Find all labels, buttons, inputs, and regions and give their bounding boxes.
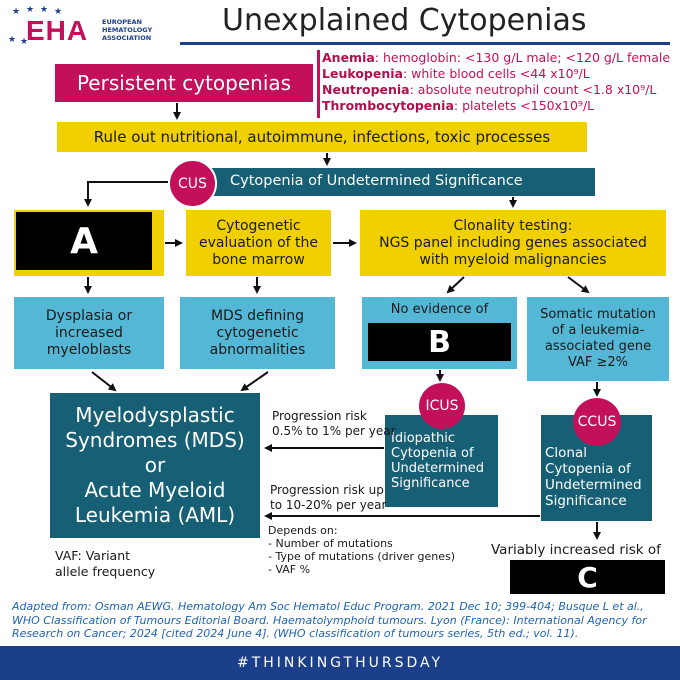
icus-line: Idiopathic: [391, 431, 455, 446]
vaf-note-line: allele frequency: [55, 564, 156, 579]
mds-defining-line: MDS defining: [210, 307, 305, 324]
definition-neutropenia: Neutropenia: absolute neutrophil count <1.8 x10⁹/L: [322, 82, 657, 97]
icus-line: Undetermined: [391, 461, 484, 476]
cytogenetic-line: Cytogenetic: [216, 217, 301, 234]
icus-line: Cytopenia of: [391, 446, 474, 461]
definition-leukopenia: Leukopenia: white blood cells <44 x10⁹/L: [322, 66, 590, 81]
footer-hashtag: #THINKINGTHURSDAY: [236, 655, 444, 671]
depends-title: Depends on:: [268, 524, 338, 537]
dysplasia-line: Dysplasia or: [45, 307, 133, 324]
outcome-line: Myelodysplastic: [75, 403, 235, 427]
rule-out-label: Rule out nutritional, autoimmune, infections, toxic processes: [93, 128, 551, 146]
progression-ccus-line: Progression risk up: [270, 483, 384, 497]
mds-defining-line: abnormalities: [209, 341, 306, 358]
no-evidence-label: No evidence of: [390, 302, 489, 317]
ccus-badge-label: CCUS: [577, 414, 617, 430]
cytogenetic-line: evaluation of the: [198, 234, 318, 251]
variably-increased-risk-label: Variably increased risk of: [491, 542, 661, 558]
somatic-line: Somatic mutation: [540, 307, 656, 322]
ccus-line: Cytopenia of: [545, 461, 631, 477]
persistent-cytopenias-label: Persistent cytopenias: [76, 71, 292, 95]
arrow-clonality-to-noevidence: [448, 277, 464, 292]
icus-line: Significance: [391, 476, 470, 491]
depends-item: - Number of mutations: [268, 537, 393, 550]
star-ring-icon: ★ ★ ★ ★ ★ ★: [8, 5, 63, 47]
depends-item: - Type of mutations (driver genes): [268, 550, 456, 563]
cus-badge-label: CUS: [178, 175, 207, 192]
progression-ccus-line: to 10-20% per year: [270, 498, 387, 512]
icus-badge-label: ICUS: [425, 398, 459, 414]
outcome-line: Leukemia (AML): [74, 503, 236, 527]
arrow-clonality-to-somatic: [568, 277, 588, 292]
ccus-line: Clonal: [545, 445, 588, 461]
logo-subtext: EUROPEAN HEMATOLOGY ASSOCIATION: [102, 18, 153, 42]
redacted-letter-a: A: [70, 220, 98, 262]
clonality-line: NGS panel including genes associated: [379, 234, 647, 251]
outcome-line: or: [144, 453, 166, 477]
mds-defining-line: cytogenetic: [216, 324, 299, 341]
cus-label: Cytopenia of Undetermined Significance: [230, 173, 523, 189]
logo-text: EHA: [26, 15, 89, 46]
depends-item: - VAF %: [268, 563, 311, 576]
clonality-line: Clonality testing:: [453, 217, 573, 234]
arrow-mds-to-outcome: [242, 372, 268, 390]
dysplasia-line: increased: [55, 324, 123, 341]
somatic-line: VAF ≥2%: [567, 355, 629, 370]
vaf-note-line: VAF: Variant: [55, 548, 131, 563]
definition-thrombocytopenia: Thrombocytopenia: platelets <150x10⁹/L: [322, 98, 595, 113]
citation: Adapted from: Osman AEWG. Hematology Am Soc Hematol Educ Program. 2021 Dec 10; 399-404; Busque L et al., WHO Classification of Tumours Editorial Board. Haematolymphoid tumours. Lyon (France): International Agency for Research on Cancer; 2024 [cited 2024 June 4]. (WHO classification of tumours series, 5th ed.; vol. 11).: [12, 600, 647, 640]
progression-icus-line: Progression risk: [272, 409, 367, 423]
clonality-line: with myeloid malignancies: [419, 251, 607, 268]
ccus-line: Significance: [545, 493, 627, 509]
somatic-line: of a leukemia-: [551, 323, 645, 338]
outcome-line: Acute Myeloid: [84, 478, 226, 502]
redacted-letter-b: B: [428, 324, 451, 360]
arrow-cus-to-a: [88, 182, 168, 205]
definition-anemia: Anemia: hemoglobin: <130 g/L male; <120 g/L female: [322, 50, 671, 65]
dysplasia-line: myeloblasts: [46, 341, 132, 358]
outcome-line: Syndromes (MDS): [65, 428, 245, 452]
somatic-line: associated gene: [544, 339, 652, 354]
page-title: Unexplained Cytopenias: [222, 3, 587, 38]
arrow-dysplasia-to-outcome: [92, 372, 115, 390]
cytogenetic-line: bone marrow: [212, 251, 305, 268]
ccus-line: Undetermined: [545, 477, 642, 493]
progression-icus-line: 0.5% to 1% per year: [272, 424, 396, 438]
redacted-letter-c: C: [577, 560, 598, 594]
